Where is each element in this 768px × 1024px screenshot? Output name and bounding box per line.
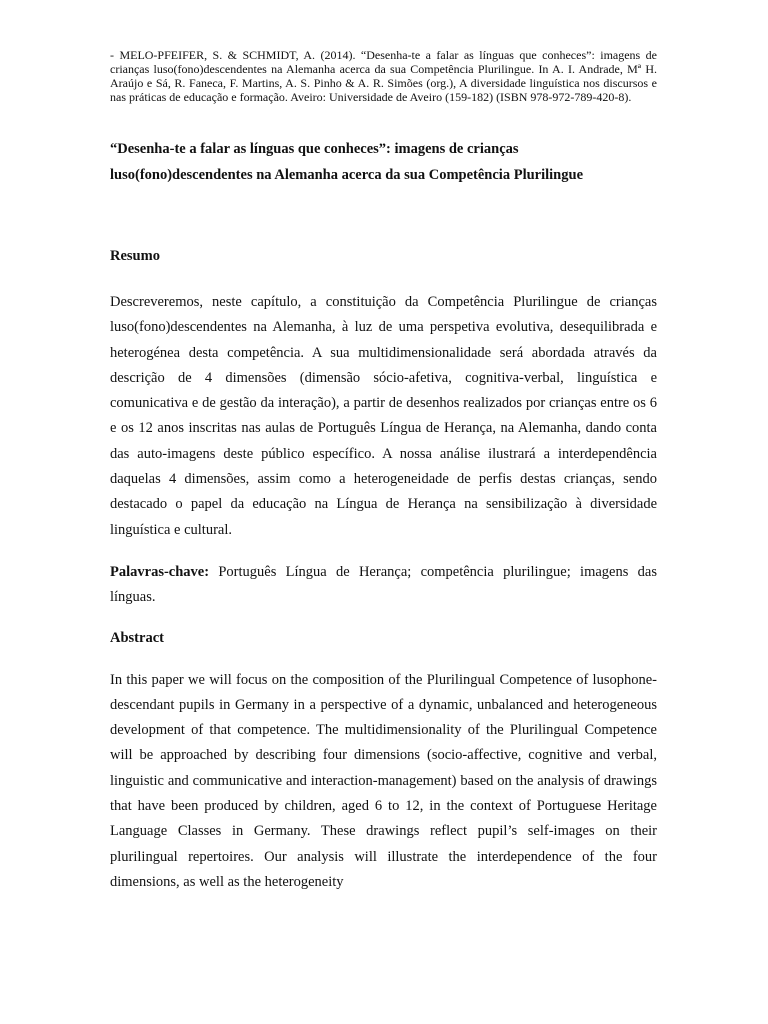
keywords-label: Palavras-chave: [110,563,210,580]
abstract-paragraph: In this paper we will focus on the composition of the Plurilingual Competence of lusophone-descendant pupils in Germany in a perspective of a dynamic, unbalanced and heterogeneous development of that competence. The multidimensionality of the Plurilingual Competence will be approached by describing four dimensions (socio-affective, cognitive and verbal, linguistic and communicative and interaction-management) based on the analysis of drawings that have been produced by children, aged 6 to 12, in the context of Portuguese Heritage Language Classes in Germany. These drawings reflect pupil’s self-images on their plurilingual repertoires. Our analysis will illustrate the interdependence of the four dimensions, as well as the heterogeneity [110,671,657,890]
document-page [110,48,657,895]
abstract-heading: Abstract [110,629,164,646]
chapter-title: “Desenha-te a falar as línguas que conheces”: imagens de crianças luso(fono)descendentes na Alemanha acerca da sua Competência Plurilingue [110,141,583,183]
resumo-heading: Resumo [110,248,160,264]
citation-reference: - MELO-PFEIFER, S. & SCHMIDT, A. (2014). “Desenha-te a falar as línguas que conheces”: imagens de crianças luso(fono)descendentes na Alemanha acerca da sua Competência Plurilingue. In A. I. Andrade, Mª H. Araújo e Sá, R. Faneca, F. Martins, A. S. Pinho & A. R. Simões (org.), A diversidade linguística nos discursos e nas práticas de educação e formação. Aveiro: Universidade de Aveiro (159-182) (ISBN 978-972-789-420-8). [110,48,657,104]
keywords-list: Português Língua de Herança; competência plurilingue; imagens das línguas. [110,563,657,606]
keywords-paragraph [110,560,657,611]
resumo-paragraph: Descreveremos, neste capítulo, a constituição da Competência Plurilingue de crianças luso(fono)descendentes na Alemanha, à luz de uma perspetiva evolutiva, desequilibrada e heterogénea desta competência. A sua multidimensionalidade será abordada através da descrição de 4 dimensões (dimensão sócio-afetiva, cognitiva-verbal, linguística e comunicativa e de gestão da interação), a partir de desenhos realizados por crianças entre os 6 e os 12 anos inscritas nas aulas de Português Língua de Herança, na Alemanha, dando conta das auto-imagens deste público específico. A nossa análise ilustrará a interdependência daquelas 4 dimensões, assim como a heterogeneidade de perfis destas crianças, sendo destacado o papel da educação na Língua de Herança na sensibilização à diversidade linguística e cultural. [110,294,657,538]
